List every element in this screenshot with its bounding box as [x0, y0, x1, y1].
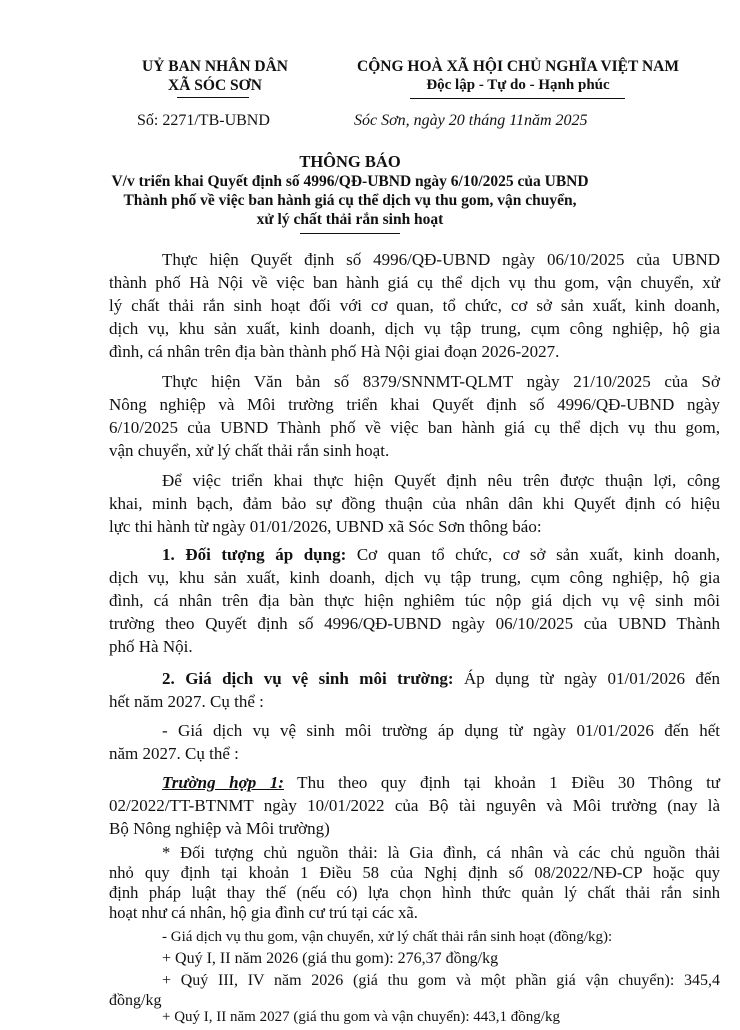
section-2-item-line: - Giá dịch vụ vệ sinh môi trường áp dụng từ ngày 01/01/2026 đến hết [162, 721, 720, 740]
paragraph-3-line: Để việc triển khai thực hiện Quyết định nêu trên được thuận lợi, công [162, 471, 720, 490]
national-title: CỘNG HOÀ XÃ HỘI CHỦ NGHĨA VIỆT NAM [357, 58, 679, 75]
national-motto: Độc lập - Tự do - Hạnh phúc [426, 77, 610, 93]
section-2-text: Áp dụng từ ngày 01/01/2026 đến [453, 669, 720, 688]
price-item-2-cont: đồng/kg [109, 992, 162, 1009]
section-2-heading: 2. Giá dịch vụ vệ sinh môi trường: [162, 669, 454, 688]
section-1-text: Cơ quan tổ chức, cơ sở sản xuất, kinh doanh, [346, 545, 720, 564]
section-1-heading: 1. Đối tượng áp dụng: [162, 545, 347, 564]
section-2-item-line: năm 2027. Cụ thể : [109, 744, 239, 763]
paragraph-1-line: thành phố Hà Nội về việc ban hành giá cụ thể dịch vụ thu gom, vận chuyển, xử [109, 273, 720, 292]
subject-line: định pháp luật thay thế (nếu có) lựa chọn hình thức quản lý chất thải rắn sinh [109, 883, 720, 902]
issuer-underline [177, 97, 249, 98]
notice-subject-line-3: xử lý chất thải rắn sinh hoạt [256, 211, 444, 228]
section-1-line: đình, cá nhân trên địa bàn thực hiện nghiêm túc nộp giá dịch vụ vệ sinh môi [109, 591, 720, 610]
paragraph-3-line: khai, minh bạch, đảm bảo sự đồng thuận của nhân dân khi Quyết định có hiệu [109, 494, 720, 513]
price-item-1: + Quý I, II năm 2026 (giá thu gom): 276,37 đồng/kg [162, 950, 499, 967]
issuer-org-line-1: UỶ BAN NHÂN DÂN [142, 58, 288, 75]
paragraph-3-line: lực thi hành từ ngày 01/01/2026, UBND xã Sóc Sơn thông báo: [109, 517, 542, 536]
price-intro: - Giá dịch vụ thu gom, vận chuyển, xử lý chất thải rắn sinh hoạt (đồng/kg): [162, 929, 613, 945]
section-1-first-line [162, 544, 720, 566]
subject-line: * Đối tượng chủ nguồn thải: là Gia đình, cá nhân và các chủ nguồn thải [162, 843, 720, 862]
motto-underline [410, 98, 625, 99]
case-1-first-line [162, 772, 720, 794]
document-number: Số: 2271/TB-UBND [137, 112, 270, 129]
paragraph-2-line: Nông nghiệp và Môi trường triển khai Quyết định số 4996/QĐ-UBND ngày [109, 395, 720, 414]
section-2-line: hết năm 2027. Cụ thể : [109, 692, 264, 711]
price-item-2: + Quý III, IV năm 2026 (giá thu gom và một phần giá vận chuyển): 345,4 [162, 972, 720, 989]
section-1-line: dịch vụ, khu sản xuất, kinh doanh, dịch vụ tập trung, cụm công nghiệp, hộ gia [109, 568, 720, 587]
notice-subject-line-2: Thành phố về việc ban hành giá cụ thể dịch vụ thu gom, vận chuyển, [123, 192, 577, 209]
place-date: Sóc Sơn, ngày 20 tháng 11năm 2025 [354, 112, 588, 129]
issuer-org-line-2: XÃ SÓC SƠN [168, 77, 262, 94]
paragraph-1-line: dịch vụ, khu sản xuất, kinh doanh, dịch vụ tập trung, cụm công nghiệp, hộ gia [109, 319, 720, 338]
paragraph-1-line: Thực hiện Quyết định số 4996/QĐ-UBND ngày 06/10/2025 của UBND [162, 250, 720, 269]
case-1-text: Thu theo quy định tại khoản 1 Điều 30 Thông tư [283, 773, 721, 792]
section-2-first-line [162, 668, 720, 690]
section-1-line: phố Hà Nội. [109, 637, 193, 656]
price-item-3: + Quý I, II năm 2027 (giá thu gom và vận chuyển): 443,1 đồng/kg [162, 1009, 560, 1025]
paragraph-1-line: đình, cá nhân trên địa bàn thành phố Hà Nội giai đoạn 2026-2027. [109, 342, 560, 361]
paragraph-1-line: lý chất thải rắn sinh hoạt đối với cơ quan, tổ chức, cơ sở sản xuất, kinh doanh, [109, 296, 720, 315]
section-1-line: trường theo Quyết định số 4996/QĐ-UBND ngày 06/10/2025 của UBND Thành [109, 614, 720, 633]
subject-line: nhỏ quy định tại khoản 1 Điều 58 của Nghị định số 08/2022/NĐ-CP hoặc quy [109, 863, 720, 882]
paragraph-2-line: Thực hiện Văn bản số 8379/SNNMT-QLMT ngày 21/10/2025 của Sở [162, 372, 720, 391]
title-underline [300, 233, 400, 234]
notice-subject-line-1: V/v triển khai Quyết định số 4996/QĐ-UBND ngày 6/10/2025 của UBND [111, 173, 589, 190]
paragraph-2-line: 6/10/2025 của UBND Thành phố về việc ban hành giá cụ thể dịch vụ thu gom, [109, 418, 720, 437]
notice-title: THÔNG BÁO [299, 152, 401, 171]
subject-line: hoạt như cá nhân, hộ gia đình cư trú tại các xã. [109, 903, 418, 922]
case-1-line: Bộ Nông nghiệp và Môi trường) [109, 819, 330, 838]
case-1-label: Trường hợp 1: [162, 773, 284, 792]
case-1-line: 02/2022/TT-BTNMT ngày 10/01/2022 của Bộ tài nguyên và Môi trường (nay là [109, 796, 720, 815]
paragraph-2-line: vận chuyển, xử lý chất thải rắn sinh hoạt. [109, 441, 390, 460]
